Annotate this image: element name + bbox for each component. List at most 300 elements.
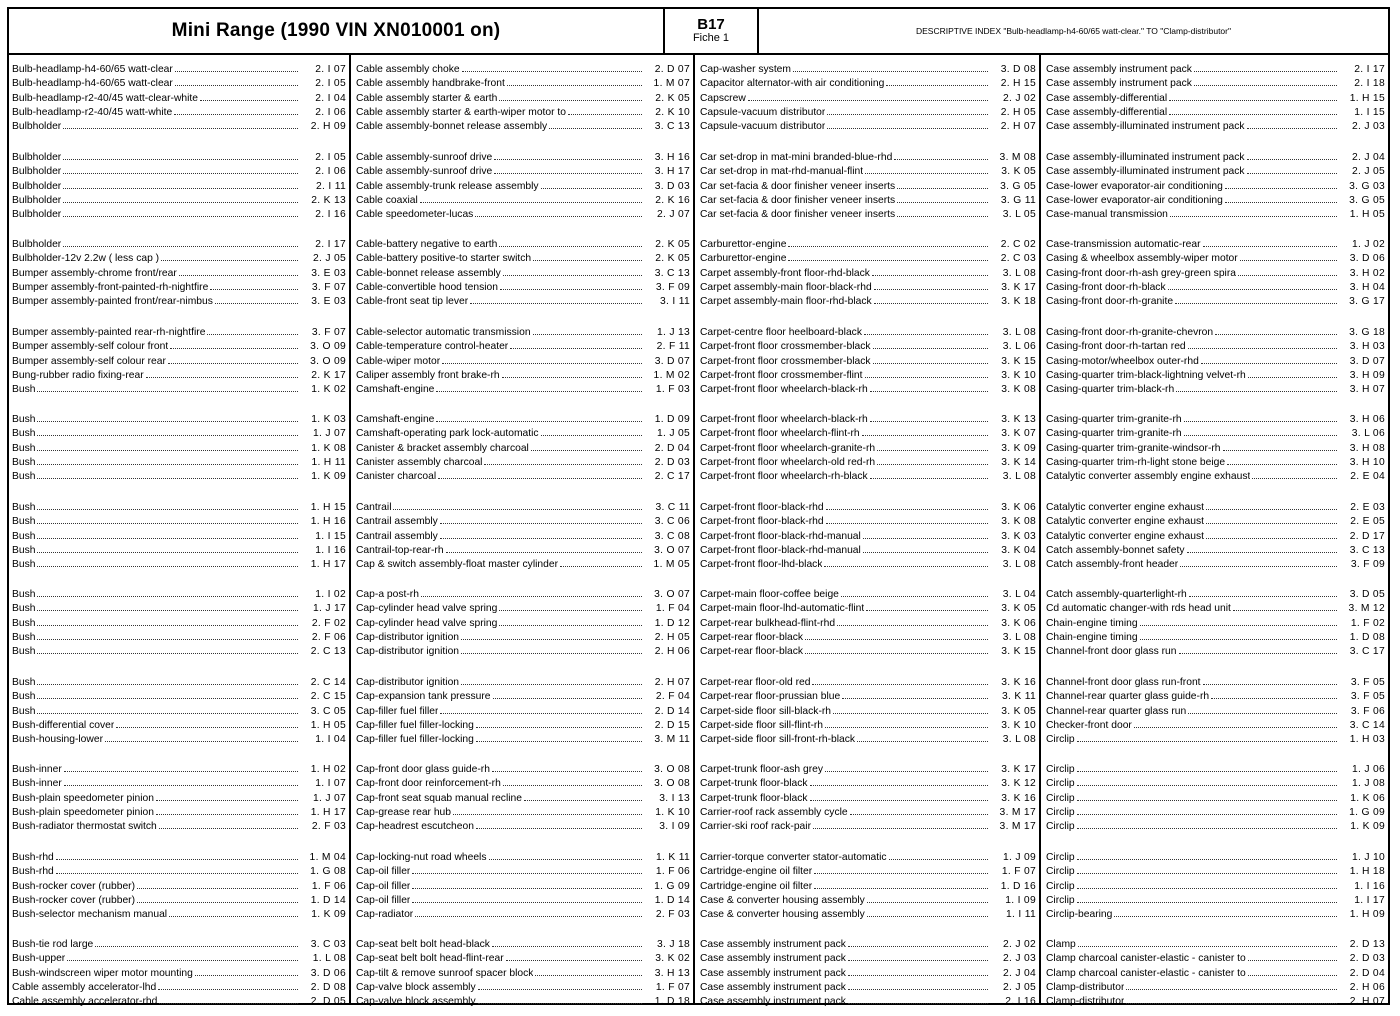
leader-dots <box>1248 966 1337 976</box>
entry-description: Cap-front door reinforcement-rh <box>356 778 501 790</box>
entry-reference: 1. H 17 <box>310 559 346 571</box>
index-entry <box>12 557 346 571</box>
index-entry <box>356 980 690 994</box>
entry-reference: 3. K 11 <box>1002 691 1036 703</box>
leader-dots <box>894 150 988 160</box>
entry-description: Catch assembly-bonnet safety <box>1046 544 1185 556</box>
leader-dots <box>63 119 298 129</box>
entry-reference: 3. F 05 <box>1350 677 1385 688</box>
leader-dots <box>37 587 298 597</box>
index-entry <box>356 207 690 221</box>
entry-description: Cable-battery positive-to starter switch <box>356 253 532 265</box>
leader-dots <box>494 150 642 160</box>
leader-dots <box>531 441 642 451</box>
entry-description: Circlip <box>1046 764 1075 775</box>
leader-dots <box>63 150 298 160</box>
leader-dots <box>874 294 988 304</box>
index-entry <box>12 179 346 193</box>
index-entry <box>12 893 346 907</box>
index-entry <box>1046 557 1385 571</box>
entry-reference: 3. H 17 <box>654 166 690 178</box>
entry-reference: 3. K 16 <box>1001 792 1036 804</box>
leader-dots <box>867 907 988 917</box>
entry-reference: 2. H 09 <box>310 121 346 133</box>
entry-reference: 3. D 08 <box>1000 64 1036 75</box>
fiche-box <box>665 9 759 53</box>
entry-description: Cap-grease rear hub <box>356 806 452 818</box>
index-entry <box>356 500 690 514</box>
entry-description: Catalytic converter engine exhaust <box>1046 516 1204 528</box>
entry-reference: 2. H 15 <box>1000 78 1036 90</box>
entry-description: Cap-filler fuel filler-locking <box>356 719 474 731</box>
entry-description: Bulbholder <box>12 152 62 163</box>
entry-description: Bush <box>12 631 36 643</box>
entry-description: Circlip <box>1046 778 1075 790</box>
index-entry <box>1046 119 1385 133</box>
entry-description: Circlip <box>1046 806 1075 818</box>
index-entry <box>1046 76 1385 90</box>
entry-description: Bush-rhd <box>12 852 54 863</box>
entry-reference: 2. K 16 <box>655 194 690 206</box>
entry-description: Case-manual transmission <box>1046 209 1168 221</box>
entry-description: Case assembly instrument pack <box>700 981 846 993</box>
index-entry <box>12 164 346 178</box>
index-entry <box>12 119 346 133</box>
index-entry <box>1046 237 1385 251</box>
index-entry <box>356 587 690 601</box>
entry-reference: 1. J 07 <box>312 428 346 440</box>
leader-dots <box>748 91 988 101</box>
entry-description: Casing & wheelbox assembly-wiper motor <box>1046 253 1238 265</box>
entry-reference: 2. D 03 <box>1349 953 1385 965</box>
entry-group <box>12 937 346 1008</box>
leader-dots <box>824 557 988 567</box>
index-entry <box>1046 644 1385 658</box>
leader-dots <box>1206 514 1337 524</box>
entry-group <box>700 675 1036 746</box>
entry-description: Bumper assembly-chrome front/rear <box>12 267 177 279</box>
index-entry <box>700 339 1036 353</box>
entry-reference: 1. G 09 <box>1349 806 1385 818</box>
entry-reference: 3. O 08 <box>654 778 690 790</box>
entry-reference: 1. I 04 <box>315 734 346 746</box>
index-entry <box>356 704 690 718</box>
entry-reference: 3. G 18 <box>1349 327 1385 338</box>
index-entry <box>1046 325 1385 339</box>
index-entry <box>356 251 690 265</box>
entry-reference: 3. O 09 <box>310 355 346 367</box>
entry-description: Carburettor-engine <box>700 239 787 250</box>
index-entry <box>700 543 1036 557</box>
leader-dots <box>493 689 642 699</box>
leader-dots <box>812 675 988 685</box>
entry-reference: 3. K 07 <box>1001 428 1036 440</box>
entry-reference: 1. H 15 <box>310 502 346 513</box>
leader-dots <box>159 819 298 829</box>
index-entry <box>700 966 1036 980</box>
leader-dots <box>195 966 298 976</box>
leader-dots <box>499 91 642 101</box>
entry-group <box>1046 62 1385 133</box>
entry-description: Camshaft-operating park lock-automatic <box>356 428 539 440</box>
index-entry <box>700 469 1036 483</box>
entry-description: Clamp-distributor <box>1046 996 1125 1008</box>
entry-reference: 3. D 07 <box>1349 355 1385 367</box>
index-description: DESCRIPTIVE INDEX "Bulb-headlamp-h4-60/65 watt-clear." TO "Clamp-distributor" <box>915 26 1232 36</box>
leader-dots <box>541 179 642 189</box>
entry-reference: 2. I 06 <box>315 166 346 178</box>
index-entry <box>12 543 346 557</box>
page-title: Mini Range (1990 VIN XN010001 on) <box>9 9 665 53</box>
entry-reference: 3. F 09 <box>655 281 690 293</box>
entry-description: Car set-drop in mat-mini branded-blue-rhd <box>700 152 893 163</box>
entry-reference: 3. M 08 <box>999 152 1036 163</box>
index-entry <box>700 675 1036 689</box>
entry-description: Bulbholder <box>12 239 62 250</box>
entry-reference: 2. K 05 <box>655 92 690 104</box>
index-entry <box>12 732 346 746</box>
entry-description: Cable assembly-sunroof drive <box>356 166 493 178</box>
entry-reference: 1. J 02 <box>1351 239 1385 250</box>
entry-reference: 2. F 03 <box>655 909 690 921</box>
index-entry <box>12 382 346 396</box>
index-entry <box>356 325 690 339</box>
index-entry <box>12 879 346 893</box>
entry-reference: 3. H 07 <box>1349 384 1385 396</box>
index-entry <box>356 994 690 1008</box>
leader-dots <box>446 543 642 553</box>
leader-dots <box>897 179 988 189</box>
index-entry <box>12 630 346 644</box>
entry-description: Casing-motor/wheelbox outer-rhd <box>1046 355 1199 367</box>
leader-dots <box>826 514 988 524</box>
entry-description: Bush-inner <box>12 764 62 775</box>
index-entry <box>12 994 346 1008</box>
entry-group <box>700 412 1036 483</box>
leader-dots <box>1201 354 1337 364</box>
fiche-sheet <box>7 7 1390 1008</box>
entry-reference: 2. H 06 <box>1349 981 1385 993</box>
entry-description: Bush <box>12 705 36 717</box>
entry-description: Bush <box>12 589 36 600</box>
leader-dots <box>1189 587 1337 597</box>
entry-description: Carpet-side floor sill-flint-rh <box>700 719 824 731</box>
leader-dots <box>137 893 298 903</box>
index-column-1 <box>9 55 351 1008</box>
leader-dots <box>500 280 642 290</box>
entry-description: Cable assembly choke <box>356 64 460 75</box>
entry-reference: 3. G 05 <box>1349 194 1385 206</box>
entry-reference: 1. J 07 <box>312 792 346 804</box>
entry-description: Channel-front door glass run-front <box>1046 677 1201 688</box>
entry-description: Cap & switch assembly-float master cylinder <box>356 559 559 571</box>
entry-description: Clamp <box>1046 939 1076 950</box>
entry-reference: 1. F 07 <box>1001 866 1036 878</box>
leader-dots <box>842 689 988 699</box>
leader-dots <box>37 557 298 567</box>
index-entry <box>1046 630 1385 644</box>
leader-dots <box>1170 207 1337 217</box>
entry-reference: 3. H 04 <box>1349 281 1385 293</box>
entry-reference: 3. K 17 <box>1001 281 1036 293</box>
entry-description: Cap-filler fuel filler-locking <box>356 734 474 746</box>
index-entry <box>1046 937 1385 951</box>
entry-description: Casing-quarter trim-granite-windsor-rh <box>1046 442 1221 454</box>
leader-dots <box>56 850 298 860</box>
entry-description: Carpet assembly-front floor-rhd-black <box>700 267 870 279</box>
entry-reference: 3. H 02 <box>1349 267 1385 279</box>
index-entry <box>1046 382 1385 396</box>
entry-description: Carrier-torque converter stator-automatic <box>700 852 887 863</box>
leader-dots <box>503 266 642 276</box>
entry-description: Bulb-headlamp-r2-40/45 watt-white <box>12 106 173 118</box>
entry-description: Case assembly instrument pack <box>1046 78 1192 90</box>
entry-description: Bumper assembly-self colour front <box>12 341 169 353</box>
index-entry <box>12 500 346 514</box>
entry-reference: 2. I 17 <box>1354 64 1385 75</box>
leader-dots <box>841 587 988 597</box>
entry-description: Casing-front door-rh-black <box>1046 281 1166 293</box>
entry-description: Bush <box>12 691 36 703</box>
leader-dots <box>470 294 642 304</box>
leader-dots <box>1188 339 1337 349</box>
entry-reference: 3. L 08 <box>1002 327 1036 338</box>
index-entry <box>12 62 346 76</box>
entry-reference: 1. H 09 <box>1349 909 1385 921</box>
entry-reference: 1. I 15 <box>1354 106 1385 118</box>
index-entry <box>700 500 1036 514</box>
index-entry <box>700 529 1036 543</box>
entry-description: Cap-distributor ignition <box>356 646 460 658</box>
entry-reference: 2. I 16 <box>315 209 346 221</box>
index-entry <box>12 689 346 703</box>
leader-dots <box>506 951 642 961</box>
entry-reference: 1. J 10 <box>1351 852 1385 863</box>
entry-reference: 3. D 03 <box>654 180 690 192</box>
entry-reference: 3. E 03 <box>311 267 346 279</box>
index-entry <box>1046 951 1385 965</box>
entry-description: Cap-radiator <box>356 909 414 921</box>
entry-description: Bulb-headlamp-h4-60/65 watt-clear <box>12 78 173 90</box>
leader-dots <box>825 762 988 772</box>
entry-description: Bush <box>12 502 36 513</box>
leader-dots <box>1126 994 1337 1004</box>
index-entry <box>356 368 690 382</box>
leader-dots <box>864 325 988 335</box>
entry-reference: 1. I 09 <box>1005 894 1036 906</box>
entry-reference: 3. I 11 <box>660 296 690 308</box>
leader-dots <box>1180 557 1337 567</box>
entry-description: Case-lower evaporator-air conditioning <box>1046 180 1223 192</box>
index-entry <box>356 382 690 396</box>
fiche-label: Fiche 1 <box>692 32 730 45</box>
entry-description: Channel-rear quarter glass guide-rh <box>1046 691 1210 703</box>
entry-reference: 3. D 06 <box>1349 253 1385 265</box>
index-entry <box>1046 689 1385 703</box>
index-entry <box>356 76 690 90</box>
entry-description: Circlip <box>1046 734 1075 746</box>
leader-dots <box>105 732 298 742</box>
index-entry <box>700 805 1036 819</box>
leader-dots <box>814 864 988 874</box>
entry-description: Case-transmission automatic-rear <box>1046 239 1201 250</box>
index-entry <box>356 543 690 557</box>
entry-reference: 3. K 09 <box>1001 442 1036 454</box>
index-entry <box>12 907 346 921</box>
index-entry <box>1046 280 1385 294</box>
index-entry <box>700 237 1036 251</box>
index-entry <box>1046 441 1385 455</box>
entry-description: Carpet-front floor wheelarch-granite-rh <box>700 442 876 454</box>
entry-description: Car set-facia & door finisher veneer inserts <box>700 209 896 221</box>
entry-description: Carpet-main floor-lhd-automatic-flint <box>700 603 865 615</box>
index-entry <box>1046 426 1385 440</box>
entry-reference: 1. H 16 <box>310 516 346 528</box>
entry-reference: 1. H 05 <box>1349 209 1385 221</box>
entry-group <box>700 850 1036 921</box>
index-entry <box>700 368 1036 382</box>
entry-description: Cable assembly-bonnet release assembly <box>356 121 548 133</box>
index-column-4 <box>1043 55 1388 1008</box>
entry-description: Carpet-rear floor-prussian blue <box>700 691 841 703</box>
index-entry <box>1046 164 1385 178</box>
index-entry <box>356 354 690 368</box>
entry-reference: 1. F 04 <box>655 603 690 615</box>
entry-reference: 3. O 09 <box>310 341 346 353</box>
entry-description: Bush <box>12 471 36 483</box>
entry-reference: 1. F 02 <box>1350 617 1385 629</box>
entry-description: Case assembly instrument pack <box>700 953 846 965</box>
entry-reference: 3. L 08 <box>1002 267 1036 279</box>
entry-reference: 3. D 07 <box>654 355 690 367</box>
index-entry <box>1046 500 1385 514</box>
entry-reference: 3. L 05 <box>1002 209 1036 221</box>
leader-dots <box>440 514 642 524</box>
index-entry <box>700 266 1036 280</box>
leader-dots <box>510 339 642 349</box>
index-entry <box>12 339 346 353</box>
index-entry <box>356 469 690 483</box>
entry-reference: 2. J 02 <box>1002 92 1036 104</box>
entry-reference: 3. L 08 <box>1002 559 1036 571</box>
entry-group <box>700 762 1036 833</box>
entry-reference: 1. D 16 <box>1000 880 1036 892</box>
entry-description: Case assembly-differential <box>1046 92 1168 104</box>
leader-dots <box>499 601 642 611</box>
entry-reference: 3. O 07 <box>654 589 690 600</box>
index-entry <box>700 150 1036 164</box>
leader-dots <box>1169 91 1337 101</box>
index-entry <box>1046 616 1385 630</box>
entry-description: Carpet-rear floor-black <box>700 646 804 658</box>
leader-dots <box>1078 937 1337 947</box>
leader-dots <box>1223 441 1337 451</box>
index-entry <box>1046 704 1385 718</box>
leader-dots <box>436 412 642 422</box>
entry-description: Carpet assembly-main floor-rhd-black <box>700 296 872 308</box>
leader-dots <box>863 543 988 553</box>
entry-description: Cantrail assembly <box>356 530 438 542</box>
entry-description: Case assembly-illuminated instrument pack <box>1046 152 1245 163</box>
entry-description: Chain-engine timing <box>1046 631 1138 643</box>
entry-description: Camshaft-engine <box>356 384 435 396</box>
entry-reference: 3. K 05 <box>1001 705 1036 717</box>
entry-reference: 1. K 11 <box>656 852 690 863</box>
entry-description: Case assembly instrument pack <box>700 967 846 979</box>
index-entry <box>356 557 690 571</box>
entry-description: Cartridge-engine oil filter <box>700 880 813 892</box>
fiche-code: B17 <box>697 16 725 34</box>
entry-group <box>356 325 690 396</box>
entry-reference: 2. C 14 <box>310 677 346 688</box>
entry-description: Car set-facia & door finisher veneer inserts <box>700 194 896 206</box>
entry-reference: 2. C 13 <box>310 646 346 658</box>
index-entry <box>12 776 346 790</box>
index-entry <box>700 557 1036 571</box>
entry-reference: 1. K 03 <box>311 414 346 425</box>
leader-dots <box>168 354 298 364</box>
entry-reference: 3. C 13 <box>1349 544 1385 556</box>
index-entry <box>12 91 346 105</box>
entry-reference: 2. J 05 <box>312 253 346 265</box>
leader-dots <box>1188 704 1337 714</box>
entry-reference: 2. F 03 <box>311 821 346 833</box>
leader-dots <box>826 500 988 510</box>
leader-dots <box>415 907 642 917</box>
index-entry <box>700 62 1036 76</box>
leader-dots <box>524 791 642 801</box>
entry-reference: 3. M 17 <box>999 821 1036 833</box>
entry-reference: 3. M 12 <box>1348 603 1385 615</box>
index-entry <box>12 819 346 833</box>
entry-description: Bumper assembly-painted rear-rh-nightfire <box>12 327 206 338</box>
index-entry <box>700 164 1036 178</box>
entry-reference: 3. K 08 <box>1001 384 1036 396</box>
entry-reference: 2. H 07 <box>1000 121 1036 133</box>
entry-description: Cap-front door glass guide-rh <box>356 764 490 775</box>
entry-description: Canister & bracket assembly charcoal <box>356 442 529 454</box>
entry-description: Bulbholder <box>12 209 62 221</box>
entry-description: Carpet-centre floor heelboard-black <box>700 327 862 338</box>
entry-reference: 1. J 17 <box>312 603 346 615</box>
leader-dots <box>494 164 642 174</box>
index-entry <box>1046 907 1385 921</box>
leader-dots <box>788 251 988 261</box>
leader-dots <box>793 62 988 72</box>
entry-description: Bush <box>12 530 36 542</box>
index-entry <box>356 62 690 76</box>
index-entry <box>12 675 346 689</box>
entry-description: Carpet-trunk floor-ash grey <box>700 764 824 775</box>
index-entry <box>356 630 690 644</box>
entry-description: Catalytic converter engine exhaust <box>1046 530 1204 542</box>
entry-description: Capacitor alternator-with air conditioning <box>700 78 885 90</box>
index-entry <box>12 850 346 864</box>
entry-group <box>356 62 690 133</box>
leader-dots <box>478 980 642 990</box>
entry-reference: 1. H 03 <box>1349 734 1385 746</box>
index-entry <box>356 150 690 164</box>
index-entry <box>700 732 1036 746</box>
entry-reference: 3. L 08 <box>1002 471 1036 483</box>
entry-group <box>356 675 690 746</box>
leader-dots <box>1140 616 1337 626</box>
entry-reference: 2. J 04 <box>1002 967 1036 979</box>
entry-description: Bush <box>12 603 36 615</box>
entry-reference: 3. I 13 <box>659 792 690 804</box>
leader-dots <box>37 426 298 436</box>
index-entry <box>1046 791 1385 805</box>
